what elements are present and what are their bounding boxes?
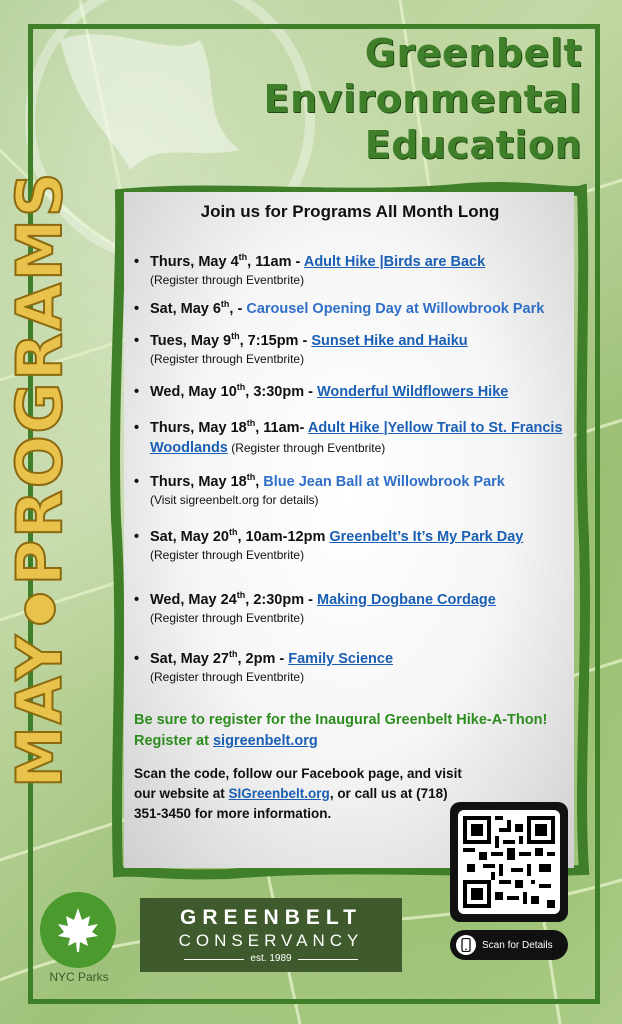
event-date: Tues, May 9 (150, 333, 232, 349)
event-time: , 2:30pm - (245, 592, 317, 608)
nyc-parks-label: NYC Parks (49, 970, 109, 984)
event-item (134, 418, 566, 458)
conservancy-established: est. 1989 (140, 952, 402, 966)
event-note: (Register through Eventbrite) (150, 611, 305, 625)
hike-a-thon-notice (134, 710, 566, 752)
event-date-suffix: th (229, 649, 238, 660)
scan-for-details-badge[interactable] (450, 930, 568, 960)
event-time: , - (229, 301, 247, 317)
event-date-suffix: th (236, 590, 246, 601)
event-time: , 3:30pm - (245, 384, 317, 400)
qr-code[interactable] (450, 802, 568, 922)
scan-pre: Scan the code, follow our Facebook page, and visit our website at (134, 766, 462, 801)
register-link[interactable]: sigreenbelt.org (212, 733, 318, 749)
event-item (134, 382, 566, 402)
event-link[interactable]: Family Science (288, 651, 394, 667)
title-line-1: Greenbelt (364, 31, 582, 75)
title-line-3: Education (364, 123, 582, 167)
event-date: Thurs, May 18 (150, 474, 247, 490)
side-programs: PROGRAMS (3, 170, 76, 586)
event-item (134, 590, 566, 627)
event-date: Sat, May 20 (150, 529, 229, 545)
phone-icon (456, 935, 476, 955)
event-date-suffix: th (220, 299, 230, 310)
event-date: Thurs, May 4 (150, 254, 239, 270)
event-date-suffix: th (236, 382, 246, 393)
scan-pill-label: Scan for Details (482, 939, 553, 951)
conservancy-line-1: GREENBELT (180, 906, 362, 929)
event-note: (Register through Eventbrite) (150, 548, 305, 562)
event-title: Carousel Opening Day at Willowbrook Park (246, 301, 545, 317)
conservancy-line-2: CONSERVANCY (178, 931, 364, 950)
event-time: , 7:15pm - (239, 333, 312, 349)
event-time: , 11am - (247, 254, 304, 270)
event-date-suffix: th (246, 472, 256, 483)
event-note: (Visit sigreenbelt.org for details) (150, 493, 319, 507)
panel-heading: Join us for Programs All Month Long (200, 202, 500, 221)
event-note: (Register through Eventbrite) (150, 273, 305, 287)
event-item (134, 649, 566, 686)
event-link[interactable]: Adult Hike |Yellow Trail to St. Francis Woodlands (150, 420, 563, 456)
event-date: Wed, May 24 (150, 592, 237, 608)
event-note: (Register through Eventbrite) (150, 670, 305, 684)
event-link[interactable]: Sunset Hike and Haiku (311, 333, 468, 349)
event-date: Sat, May 27 (150, 651, 229, 667)
maple-leaf-icon (52, 904, 104, 956)
scan-post: , or call us at (718) 351-3450 for more information. (134, 786, 448, 821)
nyc-parks-logo (40, 892, 116, 968)
event-item (134, 472, 566, 509)
event-note: (Register through Eventbrite) (150, 352, 305, 366)
event-date-suffix: th (231, 331, 240, 342)
event-date: Thurs, May 18 (150, 420, 247, 436)
page-title (162, 30, 582, 168)
event-time: , 11am- (255, 420, 308, 436)
qr-code-icon (463, 816, 555, 908)
event-list (134, 252, 566, 686)
programs-panel (124, 192, 574, 868)
event-date-suffix: th (238, 252, 248, 263)
event-link[interactable]: Making Dogbane Cordage (317, 592, 496, 608)
register-line-2-pre: Register at (134, 733, 213, 749)
event-link[interactable]: Adult Hike |Birds are Back (303, 254, 486, 270)
event-time: , 2pm - (237, 651, 289, 667)
event-item (134, 527, 566, 564)
event-title: Blue Jean Ball at Willowbrook Park (263, 474, 505, 490)
event-date: Wed, May 10 (150, 384, 237, 400)
side-month: MAY (3, 633, 76, 788)
event-link[interactable]: Wonderful Wildflowers Hike (317, 384, 509, 400)
event-time: , (255, 474, 264, 490)
event-date-suffix: th (229, 527, 238, 538)
event-note: (Register through Eventbrite) (227, 441, 386, 455)
greenbelt-conservancy-logo (140, 898, 402, 972)
gold-dot-icon (24, 593, 56, 625)
register-line-1: Be sure to register for the Inaugural Greenbelt Hike-A-Thon! (134, 712, 548, 728)
event-item (134, 331, 566, 368)
website-link[interactable]: SIGreenbelt.org (228, 786, 330, 801)
event-date-suffix: th (246, 418, 256, 429)
may-programs-vertical-banner (0, 170, 80, 788)
event-item (134, 299, 566, 319)
contact-text (134, 764, 474, 824)
title-line-2: Environmental (263, 77, 582, 121)
event-item (134, 252, 566, 289)
event-time: , 10am-12pm (237, 529, 330, 545)
event-link[interactable]: Greenbelt’s It’s My Park Day (329, 529, 524, 545)
event-date: Sat, May 6 (150, 301, 221, 317)
